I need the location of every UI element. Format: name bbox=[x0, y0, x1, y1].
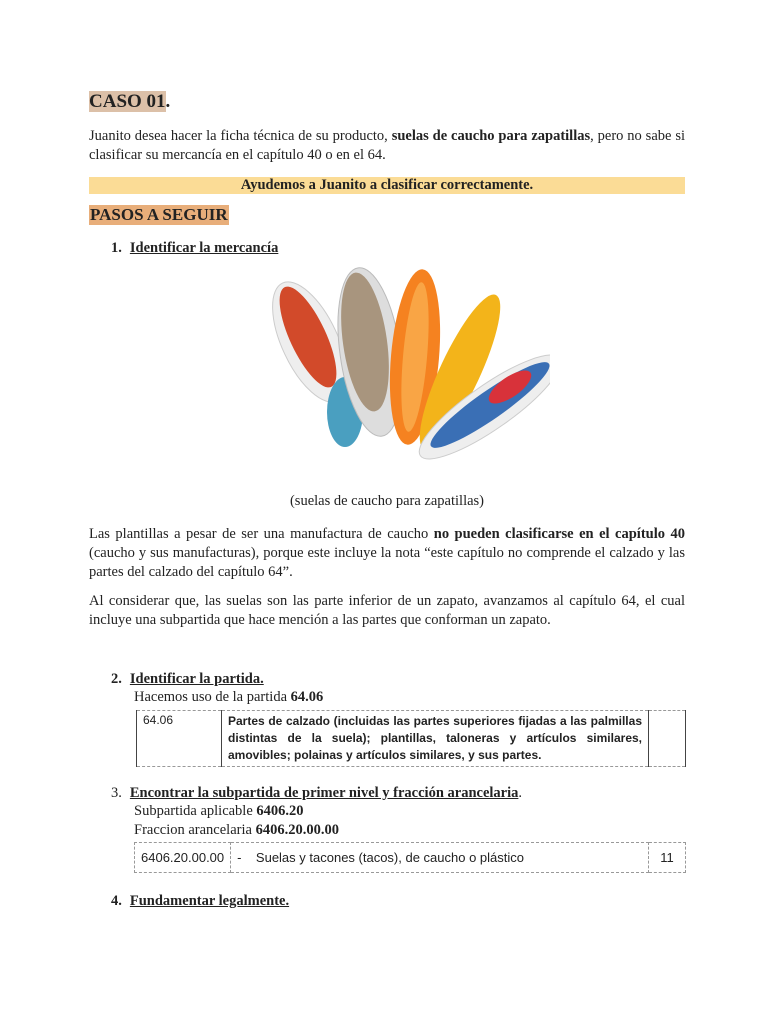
step-number: 1. bbox=[111, 240, 122, 256]
fraccion-line bbox=[134, 822, 339, 839]
step-label: Fundamentar legalmente. bbox=[129, 893, 290, 909]
para-bold: no pueden clasificarse en el capítulo 40 bbox=[433, 526, 685, 542]
para-text: Las plantillas a pesar de ser una manufactura de caucho bbox=[89, 526, 434, 542]
code-cell: 6406.20.00.00 bbox=[135, 843, 231, 873]
description-cell: - Suelas y tacones (tacos), de caucho o plástico bbox=[231, 843, 649, 873]
paragraph-chapter-64: Al considerar que, las suelas son las parte inferior de un zapato, avanzamos al capítulo 64, el cual incluye una subpartida que hace mención a las partes que conforman un zapato. bbox=[89, 593, 685, 628]
code-cell: 64.06 bbox=[137, 711, 222, 767]
step-number: 4. bbox=[111, 893, 122, 909]
heading-table bbox=[136, 710, 686, 767]
step-label: Identificar la partida. bbox=[129, 671, 264, 687]
intro-text-end: , pero no sabe si clasificar su mercancía en el capítulo 40 o en el 64. bbox=[89, 128, 685, 163]
step-number: 2. bbox=[111, 671, 122, 687]
banner: Ayudemos a Juanito a clasificar correctamente. bbox=[89, 177, 685, 194]
intro-bold: suelas de caucho para zapatillas bbox=[391, 128, 591, 144]
step-label: Encontrar la subpartida de primer nivel y fracción arancelaria bbox=[129, 785, 519, 801]
case-title-dot: . bbox=[165, 91, 171, 112]
tariff-code: 6406.20.00.00 bbox=[255, 822, 339, 838]
text: Subpartida aplicable bbox=[134, 803, 257, 819]
step-3: 3. Encontrar la subpartida de primer nivel y fracción arancelaria. bbox=[111, 785, 523, 801]
step-1 bbox=[111, 240, 278, 257]
step-2-text bbox=[134, 689, 323, 706]
rate-cell: 11 bbox=[649, 843, 686, 873]
step-label: Identificar la mercancía bbox=[129, 240, 279, 256]
para-text-end: (caucho y sus manufacturas), porque este incluye la nota “este capítulo no comprende el calzado y las partes del calzado del capítulo 64”. bbox=[89, 545, 685, 580]
subheading-code: 6406.20 bbox=[256, 803, 304, 819]
intro-text: Juanito desea hacer la ficha técnica de su producto, bbox=[89, 128, 392, 144]
rubber-soles-image bbox=[270, 262, 550, 472]
rate-cell bbox=[649, 711, 686, 767]
table-row bbox=[137, 711, 686, 767]
step-number: 3. bbox=[111, 785, 122, 801]
paragraph-chapter-40 bbox=[89, 525, 685, 582]
table-row bbox=[135, 843, 686, 873]
section-heading: PASOS A SEGUIR bbox=[90, 205, 228, 224]
subpartida-line bbox=[134, 803, 304, 820]
tariff-table bbox=[134, 842, 686, 873]
case-title-text: CASO 01 bbox=[89, 91, 166, 112]
text: Hacemos uso de la partida bbox=[134, 689, 291, 705]
image-caption: (suelas de caucho para zapatillas) bbox=[289, 493, 485, 509]
step-4 bbox=[111, 893, 289, 910]
case-title bbox=[89, 91, 170, 113]
description-cell: Partes de calzado (incluidas las partes superiores fijadas a las palmillas distintas de la suela); plantillas, taloneras y artículos similares, amovibles; polainas y artículos similares, y sus partes. bbox=[222, 711, 649, 767]
step-2 bbox=[111, 671, 264, 688]
intro-paragraph bbox=[89, 127, 685, 165]
text: Fraccion arancelaria bbox=[134, 822, 256, 838]
heading-code: 64.06 bbox=[290, 689, 324, 705]
